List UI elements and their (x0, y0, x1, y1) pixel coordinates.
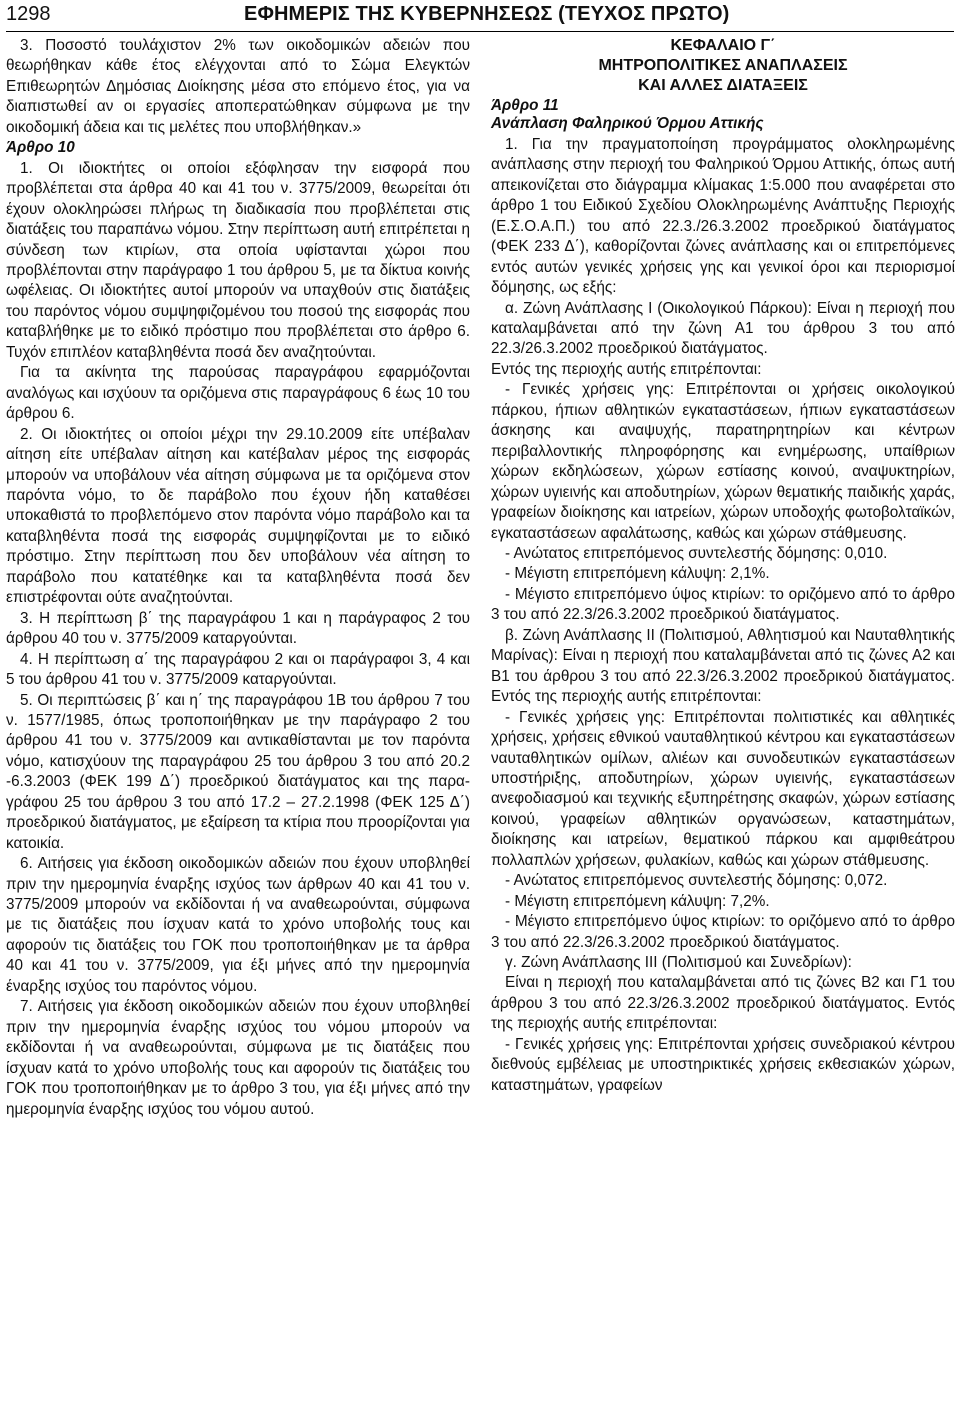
page-header (6, 0, 954, 30)
article-11-heading: Άρθρο 11 (491, 97, 559, 114)
article-11-title: Ανάπλαση Φαληρικού Όρμου Αττικής (491, 115, 764, 133)
gazette-title: ΕΦΗΜΕΡΙΣ ΤΗΣ ΚΥΒΕΡΝΗΣΕΩΣ (ΤΕΥΧΟΣ ΠΡΩΤΟ) (244, 3, 730, 25)
paragraph: 4. Η περίπτωση α΄ της παραγράφου 2 και οι παράγραφοι 3, 4 και 5 του άρθρου 41 του ν. 3775/2009 καταργούνται. (6, 650, 470, 689)
paragraph: 3. Ποσοστό τουλάχιστον 2% των οικοδομικών αδειών που θεωρήθηκαν κάθε έτος ελέγχονται από το Σώμα Ελεγκτών Επιθεωρητών Δημόσιας Διοίκησης μέσα στο επόμενο έτος, για να διαπιστωθεί αν οι εργασίες αποπερατώθηκαν σύμφωνα με την οικοδομική άδεια και τις μελέτες που υποβλήθηκαν.» (6, 37, 470, 136)
paragraph: 6. Αιτήσεις για έκδοση οικοδομικών αδειών που έχουν υποβληθεί πριν την ημερομηνία έναρξης ισχύος των άρθρων 40 και 41 του ν. 3775/2009 μπορούν να εκδίδονται ή να αναθεωρούνται, σύμφωνα με τις διατάξεις που ίσχυαν κατά το χρόνο υποβολής τους και αφορούν τις διατάξεις του ΓΟΚ που τροποποιήθηκαν με τα άρθρα 40 και 41 του ν. 3775/2009, για έξι μήνες από την ημερομηνία έναρξης ισχύος του παρόντος νόμου. (6, 855, 470, 995)
paragraph: Είναι η περιοχή που καταλαμβάνεται από τις ζώνες Β2 και Γ1 του άρθρου 3 του από 22.3/26.3.2002 προεδρικού διατάγματος. Εντός της περιοχής αυτής επιτρέπονται: (491, 974, 955, 1033)
paragraph: - Μέγιστη επιτρεπόμενη κάλυψη: 2,1%. (505, 565, 770, 583)
header-divider (6, 31, 954, 32)
paragraph: 1. Οι ιδιοκτήτες οι οποίοι εξόφλησαν την εισφορά που προβλέπεται στα άρθρα 40 και 41 του ν. 3775/2009, θεωρείται ότι έχουν ολοκληρώσει πλήρως τη διαδικασία που προβλέπεται στις διατάξεις του παραπάνω νόμου. Στην περίπτωση αυτή επιτρέπεται η σύνδεση των κτιρίων, στα οποία υφίστανται χώροι που προβλέπονται στην παράγραφο 1 του άρθρου 5, με τα δίκτυα κοινής ωφέλειας. Οι ιδιοκτήτες αυτοί μπορούν να υπαχθούν στις διατάξεις του παρόντος νόμου συμψηφιζομένου του ποσού της εισφοράς που καταβλήθηκε με το ειδικό πρόστιμο που προβλέπεται στο άρθρο 6. Τυχόν επιπλέον καταβληθέντα ποσά δεν αναζητούνται. (6, 159, 470, 361)
paragraph: 1. Για την πραγματοποίηση προγράμματος ολοκληρωμένης ανάπλασης στην περιοχή του Φαληρικού Όρμου Αττικής, όπως αυτή απεικονίζεται στο διάγραμμα κλίμακας 1:5.000 που αναφέρεται στο άρθρο 1 του Ειδικού Σχεδίου Ολοκληρωμένης Ανάπτυξης Περιοχής (Ε.Σ.Ο.Α.Π.) του από 22.3./26.3.2002 προεδρικού διατάγματος (ΦΕΚ 233 Δ΄), καθορίζονται ζώνες ανάπλασης και οι επιτρεπόμενες εντός αυτών γενικές χρήσεις γης και γενικοί όροι και περιορισμοί δόμησης, ως εξής: (491, 135, 955, 297)
paragraph: - Γενικές χρήσεις γης: Επιτρέπονται οι χρήσεις οικολογικού πάρκου, ήπιων αθλητικών εγκαταστάσεων, ήπιων εγκαταστάσεων άσκησης και αναψυχής, παρατηρητηρίων και κέντρων περιβαλλοντικής πληροφόρησης και ενημέρωσης, υπαίθριων χώρων εκδηλώσεων, χώρων εστίασης κοινού, αναψυκτηρίων, χώρων υγιεινής και αποδυτηρίων, χώρων θεματικής παιδικής χαράς, γραφείων διοίκησης και ιατρείων, χώρων υποδοχής φωτοβολταϊκών, εγκαταστάσεων αφαλάτωσης, καθώς και χώρων στάθμευσης. (491, 381, 955, 542)
paragraph: 2. Οι ιδιοκτήτες οι οποίοι μέχρι την 29.10.2009 είτε υπέβαλαν αίτηση είτε υπέβαλαν αίτηση και κατέβαλαν μέρος της εισφοράς μπορούν να υποβάλουν νέα αίτηση σύμφωνα με τα οριζόμενα στον παρόντα νόμο, το δε παράβολο που έχουν ήδη καταθέσει υποκαθιστά το προβλεπόμενο στον παρόντα νόμο παράβολο και τα καταβληθέντα ποσά της εισφοράς συμψηφίζονται με το ειδικό πρόστιμο. Στην περίπτωση που δεν υποβάλουν νέα αίτηση το παράβολο που κατατέθηκε και τα καταβληθέντα ποσά δεν επιστρέφονται ούτε αναζητούνται. (6, 425, 470, 607)
paragraph: α. Ζώνη Ανάπλασης Ι (Οικολογικού Πάρκου): Είναι η περιοχή που καταλαμβάνεται από την ζώνη Α1 του άρθρου 3 του από 22.3/26.3.2002 προεδρικού διατάγματος. (491, 299, 955, 358)
chapter-heading: ΚΕΦΑΛΑΙΟ Γ΄ (670, 37, 776, 54)
paragraph: - Ανώτατος επιτρεπόμενος συντελεστής δόμησης: 0,072. (505, 872, 888, 890)
paragraph: γ. Ζώνη Ανάπλασης ΙΙΙ (Πολιτισμού και Συνεδρίων): (505, 954, 852, 972)
paragraph: - Γενικές χρήσεις γης: Επιτρέπονται χρήσεις συνεδριακού κέντρου διεθνούς εμβέλειας με υποστηρικτικές χρήσεις εκθεσιακών χώρων, καταστημάτων, γραφείων (491, 1035, 955, 1094)
paragraph: 5. Οι περιπτώσεις β΄ και η΄ της παραγράφου 1Β του άρθρου 7 του ν. 1577/1985, όπως τροποποιήθηκαν με την παράγραφο 2 του άρθρου 41 του ν. 3775/2009 και αντικαθίστανται με τον παρόντα νόμο, κατισχύουν της παραγράφου 25 του άρθρου 3 του από 20.2 -6.3.2003 (ΦΕΚ 199 Δ΄) προεδρικού διατάγματος και της παραγράφου 25 του άρθρου 3 του από 17.2 – 27.2.1998 (ΦΕΚ 125 Δ΄) προεδρικού διατάγματος, με εξαίρεση τα κτίρια που προορίζονται για κατοικία. (6, 691, 470, 852)
paragraph: - Μέγιστη επιτρεπόμενη κάλυψη: 7,2%. (505, 892, 770, 910)
paragraph: 3. Η περίπτωση β΄ της παραγράφου 1 και η παράγραφος 2 του άρθρου 40 του ν. 3775/2009 καταργούνται. (6, 609, 470, 648)
right-column (491, 36, 955, 1096)
page-number: 1298 (6, 3, 51, 25)
chapter-title: ΚΑΙ ΑΛΛΕΣ ΔΙΑΤΑΞΕΙΣ (638, 77, 808, 94)
paragraph: - Μέγιστο επιτρεπόμενο ύψος κτιρίων: το οριζόμενο από το άρθρο 3 του από 22.3/26.3.2002 προεδρικού διατάγματος. (491, 585, 955, 624)
article-10-heading: Άρθρο 10 (6, 139, 75, 157)
left-column (6, 36, 470, 1120)
paragraph: - Μέγιστο επιτρεπόμενο ύψος κτιρίων: το οριζόμενο από το άρθρο 3 του από 22.3/26.3.2002 προεδρικού διατάγματος. (491, 913, 955, 951)
paragraph: β. Ζώνη Ανάπλασης ΙΙ (Πολιτισμού, Αθλητισμού και Ναυταθλητικής Μαρίνας): Είναι η περιοχή που καταλαμβάνεται από τις ζώνες Α2 και Β1 του άρθρου 3 του από 22.3/26.3.2002 προεδρικού διατάγματος. Εντός της περιοχής αυτής επιτρέπονται: (491, 626, 955, 706)
paragraph: Εντός της περιοχής αυτής επιτρέπονται: (491, 360, 762, 378)
paragraph: 7. Αιτήσεις για έκδοση οικοδομικών αδειών που έχουν υποβληθεί πριν την ημερομηνία έναρξης ισχύος του νόμου μπορούν να εκδίδονται ή να αναθεωρούνται, σύμφωνα με τις διατάξεις που ίσχυαν κατά το χρόνο υποβολής τους και αφορούν τις διατάξεις του ΓΟΚ που τροποποιήθηκαν με το άρθρο 3 του, για έξι μήνες από την ημερομηνία έναρξης ισχύος του νόμου αυτού. (6, 998, 470, 1118)
chapter-title: ΜΗΤΡΟΠΟΛΙΤΙΚΕΣ ΑΝΑΠΛΑΣΕΙΣ (598, 57, 848, 74)
paragraph: Για τα ακίνητα της παρούσας παραγράφου εφαρμόζονται αναλόγως και ισχύουν τα οριζόμενα στις παραγράφους 6 έως 10 του άρθρου 6. (6, 364, 470, 423)
paragraph: - Ανώτατος επιτρεπόμενος συντελεστής δόμησης: 0,010. (505, 544, 888, 562)
paragraph: - Γενικές χρήσεις γης: Επιτρέπονται πολιτιστικές και αθλητικές χρήσεις, χρήσεις εθνικού ναυταθλητικού κέντρου και εγκαταστάσεων ναυταθλητικών ομίλων, αλιέων και συνοδευτικών εγκαταστάσεων υποστήριξης, αποδυτηρίων, χώρων υγιεινής, εγκαταστάσεων ανεφοδιασμού και τεχνικής εξυπηρέτησης σκαφών, χώρων εστίασης κοινού, γραφείων αθλητικών οργανώσεων, καταστημάτων, διοίκησης και ιατρείων, θεματικού πάρκου και αμφιθεάτρου πολλαπλών χρήσεων, φυλακίων, καθώς και χώρων στάθμευσης. (491, 708, 955, 869)
